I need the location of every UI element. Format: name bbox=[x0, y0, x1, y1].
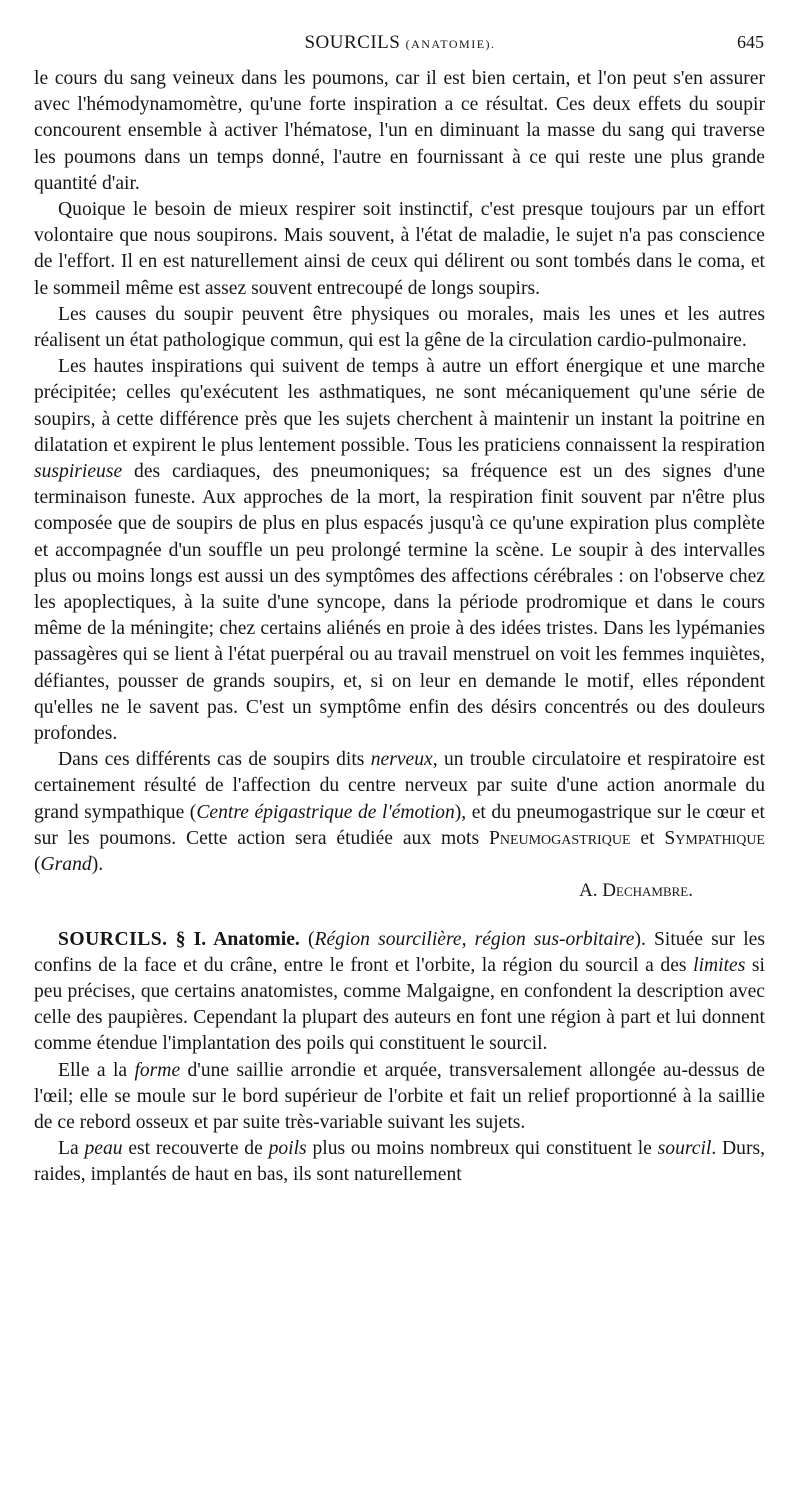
italic-term: Centre épigastrique de l'émotion bbox=[196, 801, 455, 823]
paragraph bbox=[34, 354, 765, 747]
text-run: le cours du sang veineux dans les poumons, car il est bien certain, et l'on peut s'en assurer avec l'hémodynamomètre, qu'une forte inspiration a ce résultat. Ces deux effets du soupir concourent ensemble à activer l'hématose, l'un en diminuant la masse du sang qui traverse les poumons dans un temps donné, l'autre en fournissant à ce qui reste une plus grande quantité d'air. bbox=[34, 68, 765, 194]
text-run: et bbox=[630, 827, 665, 849]
header-subtitle: (ANATOMIE). bbox=[405, 37, 496, 51]
paragraph bbox=[34, 1058, 765, 1137]
paragraph bbox=[34, 1136, 765, 1188]
text-run: si peu précises, que certains anatomistes, comme Malgaigne, en confondent la description avec celle des paupières. Cependant la plupart des auteurs en font une région à part et lui donnent comme étendue l'implantation des poils qui constituent le sourcil. bbox=[34, 954, 766, 1055]
italic-term: nerveux bbox=[370, 749, 433, 771]
text-run: Quoique le besoin de mieux respirer soit instinctif, c'est presque toujours par un effort volontaire que nous soupirons. Mais souvent, à l'état de maladie, le sujet n'a pas conscience de l'effort. Il en est naturellement ainsi de ceux qui délirent ou sont tombés dans le coma, et le sommeil même est assez souvent entrecoupé de longs soupirs. bbox=[34, 199, 765, 299]
italic-term: sourcil bbox=[657, 1138, 712, 1160]
italic-term: forme bbox=[134, 1059, 181, 1081]
entry-headword: SOURCILS. bbox=[58, 928, 168, 950]
text-run: ). Située sur les confins de la face et du crâne, entre le front et l'orbite, la région du sourcil a des bbox=[34, 928, 765, 976]
text-run: Elle a la bbox=[58, 1059, 135, 1081]
paragraph bbox=[34, 747, 765, 878]
italic-term: poils bbox=[268, 1138, 307, 1160]
paragraph bbox=[34, 302, 765, 354]
author-signature: A. Dechambre. bbox=[579, 880, 693, 902]
running-title bbox=[0, 32, 800, 54]
text-run: ). bbox=[91, 854, 104, 876]
text-run: . Durs, raides, implantés de haut en bas, ils sont naturellement bbox=[34, 1138, 766, 1186]
paragraph bbox=[34, 927, 765, 1058]
text-run: ( bbox=[299, 928, 315, 950]
text-run: Les hautes inspirations qui suivent de temps à autre un effort énergique et une marche précipitée; celles qu'exécutent les asthmatiques, ne sont mécaniquement qu'une série de soupirs, à cette différence près que les sujets cherchent à maintenir un instant la poitrine en dilatation et expirent le plus lentement possible. Tous les praticiens connaissent la respiration bbox=[34, 356, 765, 456]
paragraph bbox=[34, 66, 765, 197]
running-header bbox=[0, 32, 800, 58]
text-run: Les causes du soupir peuvent être physiques ou morales, mais les unes et les autres réalisent un état pathologique commun, qui est la gêne de la circulation cardio-pulmonaire. bbox=[34, 303, 765, 352]
text-run: d'une saillie arrondie et arquée, transversalement allongée au-dessus de l'œil; elle se moule sur le bord supérieur de l'orbite et fait un relief proportionné à la saillie de ce rebord osseux et par suite très-variable suivant les sujets. bbox=[34, 1059, 765, 1133]
text-run: , un trouble circulatoire et respiratoire est certainement résulté de l'affection du centre nerveux par suite d'une action anormale du grand sympathique ( bbox=[34, 749, 765, 823]
header-title-word: SOURCILS bbox=[304, 32, 401, 53]
italic-term: Grand bbox=[40, 854, 92, 876]
italic-term: peau bbox=[84, 1138, 123, 1160]
italic-term: Région sourcilière, région sus-orbitaire bbox=[314, 928, 635, 950]
text-run: Dans ces différents cas de soupirs dits bbox=[58, 749, 371, 771]
paragraph bbox=[34, 197, 765, 302]
section-heading: § I. Anatomie. bbox=[175, 928, 300, 950]
text-run: des cardiaques, des pneumoniques; sa fréquence est un des signes d'une terminaison funeste. Aux approches de la mort, la respiration finit souvent par n'être plus composée que de soupirs de plus en plus espacés jusqu'à ce qu'une expiration plus complète et accompagnée d'un souffle un peu prolongé termine la scène. Le soupir à des intervalles plus ou moins longs est aussi un des symptômes des affections cérébrales : on l'observe chez les apoplectiques, à la suite d'une syncope, dans la période prodromique et dans le cours même de la méningite; chez certains aliénés en proie à des idées tristes. Dans les lypémanies passagères qui se lient à l'état puerpéral ou au travail menstruel on voit les femmes inquiètes, défiantes, pousser de grands soupirs, et, si on leur en demande le motif, elles répondent qu'elles ne le savent pas. C'est un symptôme enfin des désirs concentrés ou des douleurs profondes. bbox=[34, 461, 765, 745]
text-run: La bbox=[58, 1138, 85, 1160]
text-run: ), et du pneumogastrique sur le cœur et sur les poumons. Cette action sera étudiée aux mots bbox=[34, 801, 765, 849]
text-run: est recouverte de bbox=[122, 1138, 269, 1160]
cross-reference: Sympathique bbox=[664, 827, 765, 849]
text-run: ( bbox=[34, 854, 41, 876]
cross-reference: Pneumogastrique bbox=[488, 827, 631, 849]
italic-term: limites bbox=[693, 954, 746, 976]
italic-term: suspirieuse bbox=[34, 461, 123, 483]
text-run: plus ou moins nombreux qui constituent le bbox=[306, 1138, 658, 1160]
page-number: 645 bbox=[737, 32, 764, 52]
body-text bbox=[34, 66, 765, 1189]
